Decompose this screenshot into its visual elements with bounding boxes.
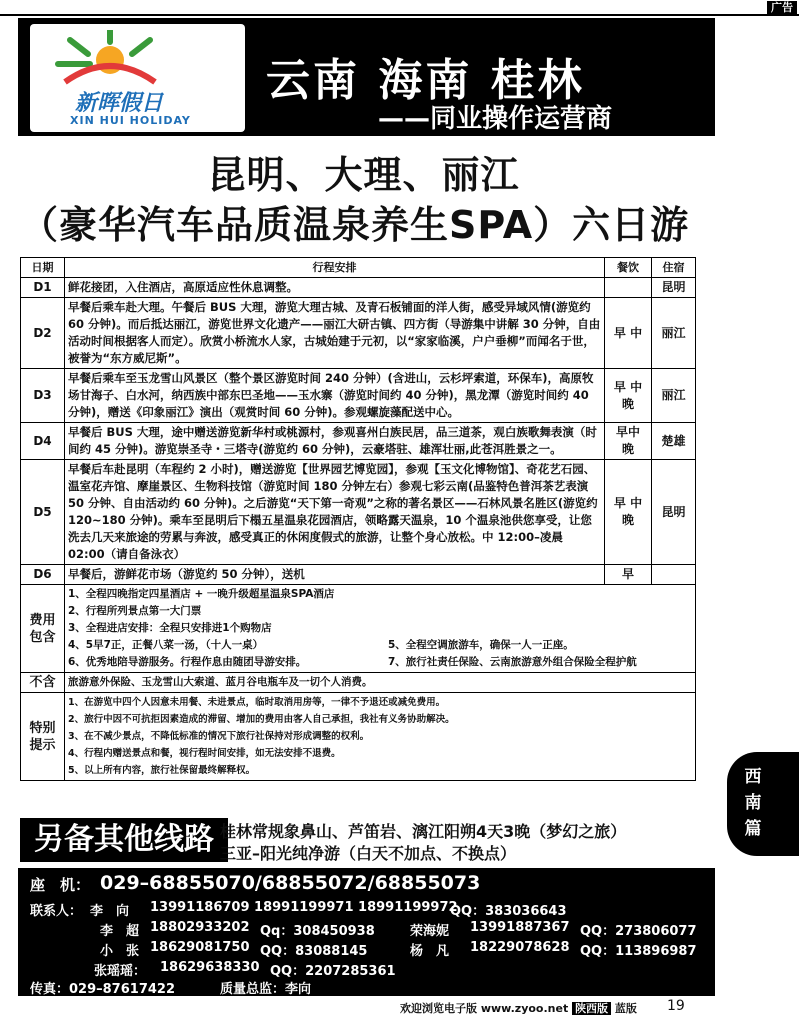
notes-list	[65, 693, 696, 781]
contact-qq: QQ：113896987	[580, 944, 697, 959]
note-item: 5、以上所有内容，旅行社保留最终解释权。	[68, 765, 256, 776]
meal-cell: 早 中 晚	[605, 460, 652, 565]
included-item: 7、旅行社责任保险、云南旅游意外组合保险全程护航	[388, 656, 637, 668]
contact-phones: 18802933202	[150, 920, 250, 935]
contact-phones: 18629081750	[150, 940, 250, 955]
side-tab-char: 篇	[744, 819, 762, 839]
contact-panel	[18, 868, 715, 996]
stay-cell: 昆明	[652, 460, 696, 565]
side-tab-char: 南	[744, 793, 762, 813]
top-rule	[0, 14, 799, 16]
note-item: 2、旅行中因不可抗拒因素造成的滞留、增加的费用由客人自己承担，我社有义务协助解决。	[68, 714, 455, 725]
excluded-row	[21, 673, 696, 693]
included-item-pair	[68, 637, 692, 654]
included-item: 3、全程进店安排：全程只安排进1个购物店	[68, 622, 272, 634]
day-cell: D3	[21, 369, 65, 423]
page-number: 19	[667, 998, 685, 1014]
contact-phones: 18629638330	[160, 960, 260, 975]
contact-name: 小 张	[100, 944, 140, 959]
included-list	[65, 585, 696, 673]
tour-title-line1: 昆明、大理、丽江	[207, 153, 520, 197]
plan-cell: 早餐后 BUS 大理，途中赠送游览新华村或桃源村，参观喜州白族民居，品三道茶，观白族歌舞表演（时间约 45 分钟)。游览崇圣寺・三塔寺(游览约 60 分钟)，云豪塔驻、雄浑壮丽,此苍洱胜景之一。	[65, 423, 605, 460]
seat-phones: 029–68855070/68855072/68855073	[100, 872, 481, 894]
other-route-2: 三亚–阳光纯净游（白天不加点、不换点）	[220, 844, 517, 863]
ad-tag: 广告	[767, 1, 797, 15]
notes-label: 特别提示	[21, 693, 65, 781]
included-item: 1、全程四晚指定四星酒店 + 一晚升级超星温泉SPA酒店	[68, 588, 335, 600]
table-row	[21, 369, 696, 423]
day-cell: D4	[21, 423, 65, 460]
seat-label: 座 机：	[30, 876, 91, 894]
note-item: 3、在不减少景点，不降低标准的情况下旅行社保持对形成调整的权利。	[68, 731, 370, 742]
header-day: 日期	[21, 258, 65, 278]
contact-name: 荣海妮	[410, 924, 450, 939]
other-routes-label: 另备其他线路	[20, 818, 228, 862]
fax: 传真：029–87617422	[30, 982, 175, 997]
contact-name: 李 向	[90, 904, 130, 919]
stay-cell: 楚雄	[652, 423, 696, 460]
section-side-tab	[727, 752, 799, 856]
included-item: 5、全程空调旅游车，确保一人一正座。	[388, 639, 574, 651]
contact-name: 杨 凡	[410, 944, 450, 959]
included-row	[21, 585, 696, 673]
tour-title-line2: （豪华汽车品质温泉养生SPA）六日游	[20, 203, 690, 247]
included-item-pair	[68, 654, 692, 671]
contact-qq: QQ：2207285361	[270, 964, 396, 979]
itinerary-table	[20, 257, 696, 781]
meal-cell: 早中 晚	[605, 423, 652, 460]
logo	[30, 24, 245, 132]
logo-name: 新晖假日	[75, 91, 164, 116]
header-meal: 餐饮	[605, 258, 652, 278]
meal-cell	[605, 278, 652, 298]
day-cell: D2	[21, 298, 65, 369]
contact-qq: QQ：273806077	[580, 924, 697, 939]
side-tab-text	[741, 764, 765, 842]
plan-cell: 早餐后乘车至玉龙雪山风景区（整个景区游览时间 240 分钟）(含进山，云杉坪索道，环保车)，高原牧场甘海子、白水河，纳西族中部东巴圣地——玉水寨（游览时间约 40 分钟)，黑龙潭（游览时间约 40 分钟)，赠送《印象丽江》演出（观赏时间 60 分钟)。参观螺旋藻配送中心。	[65, 369, 605, 423]
contact-name: 李 超	[100, 924, 140, 939]
stay-cell: 昆明	[652, 278, 696, 298]
day-cell: D1	[21, 278, 65, 298]
contact-name: 张瑶瑶：	[94, 964, 147, 979]
table-row	[21, 278, 696, 298]
plan-cell: 早餐后乘车赴大理。午餐后 BUS 大理，游览大理古城、及青石板铺面的洋人街，感受异域风情(游览约 60 分钟)。而后抵达丽江，游览世界文化遗产——丽江大研古镇、四方街（导游集中讲解 30 分钟，自由活动时间根据客人而定）。欣赏小桥流水人家，古城始建于元初，以“家家临溪，户户垂柳”而闻名于世，被誉为“东方威尼斯”。	[65, 298, 605, 369]
meal-cell: 早 中	[605, 298, 652, 369]
contact-phones: 13991887367	[470, 920, 570, 935]
plan-cell: 鲜花接团，入住酒店，高原适应性休息调整。	[65, 278, 605, 298]
plan-cell: 早餐后车赴昆明（车程约 2 小时)，赠送游览【世界园艺博览园】，参观【玉文化博物馆】、奇花艺石园、温室花卉馆、摩崖景区、生物科技馆（游览时间 180 分钟左右）参观七彩云南(品鉴特色普洱茶艺表演 50 分钟、自由活动约 60 分钟)。之后游览“天下第一奇观”之称的著名景区——石林风景名胜区(游览约 120~180 分钟)。乘车至昆明后下榻五星温泉花园酒店，领略露天温泉，10 个温泉池供您享受，让您洗去几天来旅途的劳累与奔波，感受真正的休闲度假式的旅游，让整个身心放松。中 12:00–凌晨 02:00（请自备泳衣）	[65, 460, 605, 565]
contact-qq: QQ：383036643	[450, 904, 567, 919]
meal-cell: 早	[605, 565, 652, 585]
day-cell: D5	[21, 460, 65, 565]
contact-phones: 13991186709 18991199971 18991199972	[150, 900, 458, 915]
notes-row	[21, 693, 696, 781]
excluded-label: 不含	[21, 673, 65, 693]
stay-cell: 丽江	[652, 369, 696, 423]
contact-qq: Qq：308450938	[260, 924, 375, 939]
table-row	[21, 460, 696, 565]
table-header-row	[21, 258, 696, 278]
note-item: 4、行程内赠送景点和餐，视行程时间安排，如无法安排不退费。	[68, 748, 341, 759]
stay-cell: 丽江	[652, 298, 696, 369]
header-stay: 住宿	[652, 258, 696, 278]
included-label: 费用包含	[21, 585, 65, 673]
table-row	[21, 298, 696, 369]
footer-text: 欢迎浏览电子版 www.zyoo.net	[400, 1002, 569, 1015]
footer	[400, 1000, 637, 1016]
header-banner	[18, 18, 715, 136]
edition-color: 蓝版	[614, 1002, 637, 1015]
logo-name-en: XIN HUI HOLIDAY	[70, 114, 191, 127]
header-title: 云南 海南 桂林	[266, 55, 585, 106]
sun-logo-icon	[50, 30, 170, 90]
included-item: 2、行程所列景点第一大门票	[68, 605, 202, 617]
stay-cell	[652, 565, 696, 585]
table-row	[21, 565, 696, 585]
table-row	[21, 423, 696, 460]
edition-tag: 陕西版	[572, 1002, 611, 1015]
meal-cell: 早 中 晚	[605, 369, 652, 423]
included-item: 4、5早7正，正餐八菜一汤，（十人一桌）	[68, 639, 264, 651]
included-item: 6、优秀地陪导游服务。行程作息由随团导游安排。	[68, 656, 307, 668]
other-route-1: 桂林常规象鼻山、芦笛岩、漓江阳朔4天3晚（梦幻之旅）	[220, 822, 627, 841]
header-subtitle: ——同业操作运营商	[378, 104, 613, 134]
day-cell: D6	[21, 565, 65, 585]
excluded-text: 旅游意外保险、玉龙雪山大索道、蓝月谷电瓶车及一切个人消费。	[65, 673, 696, 693]
side-tab-char: 西	[744, 767, 762, 787]
plan-cell: 早餐后，游鲜花市场（游览约 50 分钟），送机	[65, 565, 605, 585]
contact-phones: 18229078628	[470, 940, 570, 955]
note-item: 1、在游览中四个人因意未用餐、未进景点，临时取消用房等，一律不予退还或减免费用。	[68, 697, 446, 708]
contact-label: 联系人：	[30, 904, 83, 919]
quality-director: 质量总监：李向	[220, 982, 312, 997]
contact-qq: QQ：83088145	[260, 944, 368, 959]
header-plan: 行程安排	[65, 258, 605, 278]
